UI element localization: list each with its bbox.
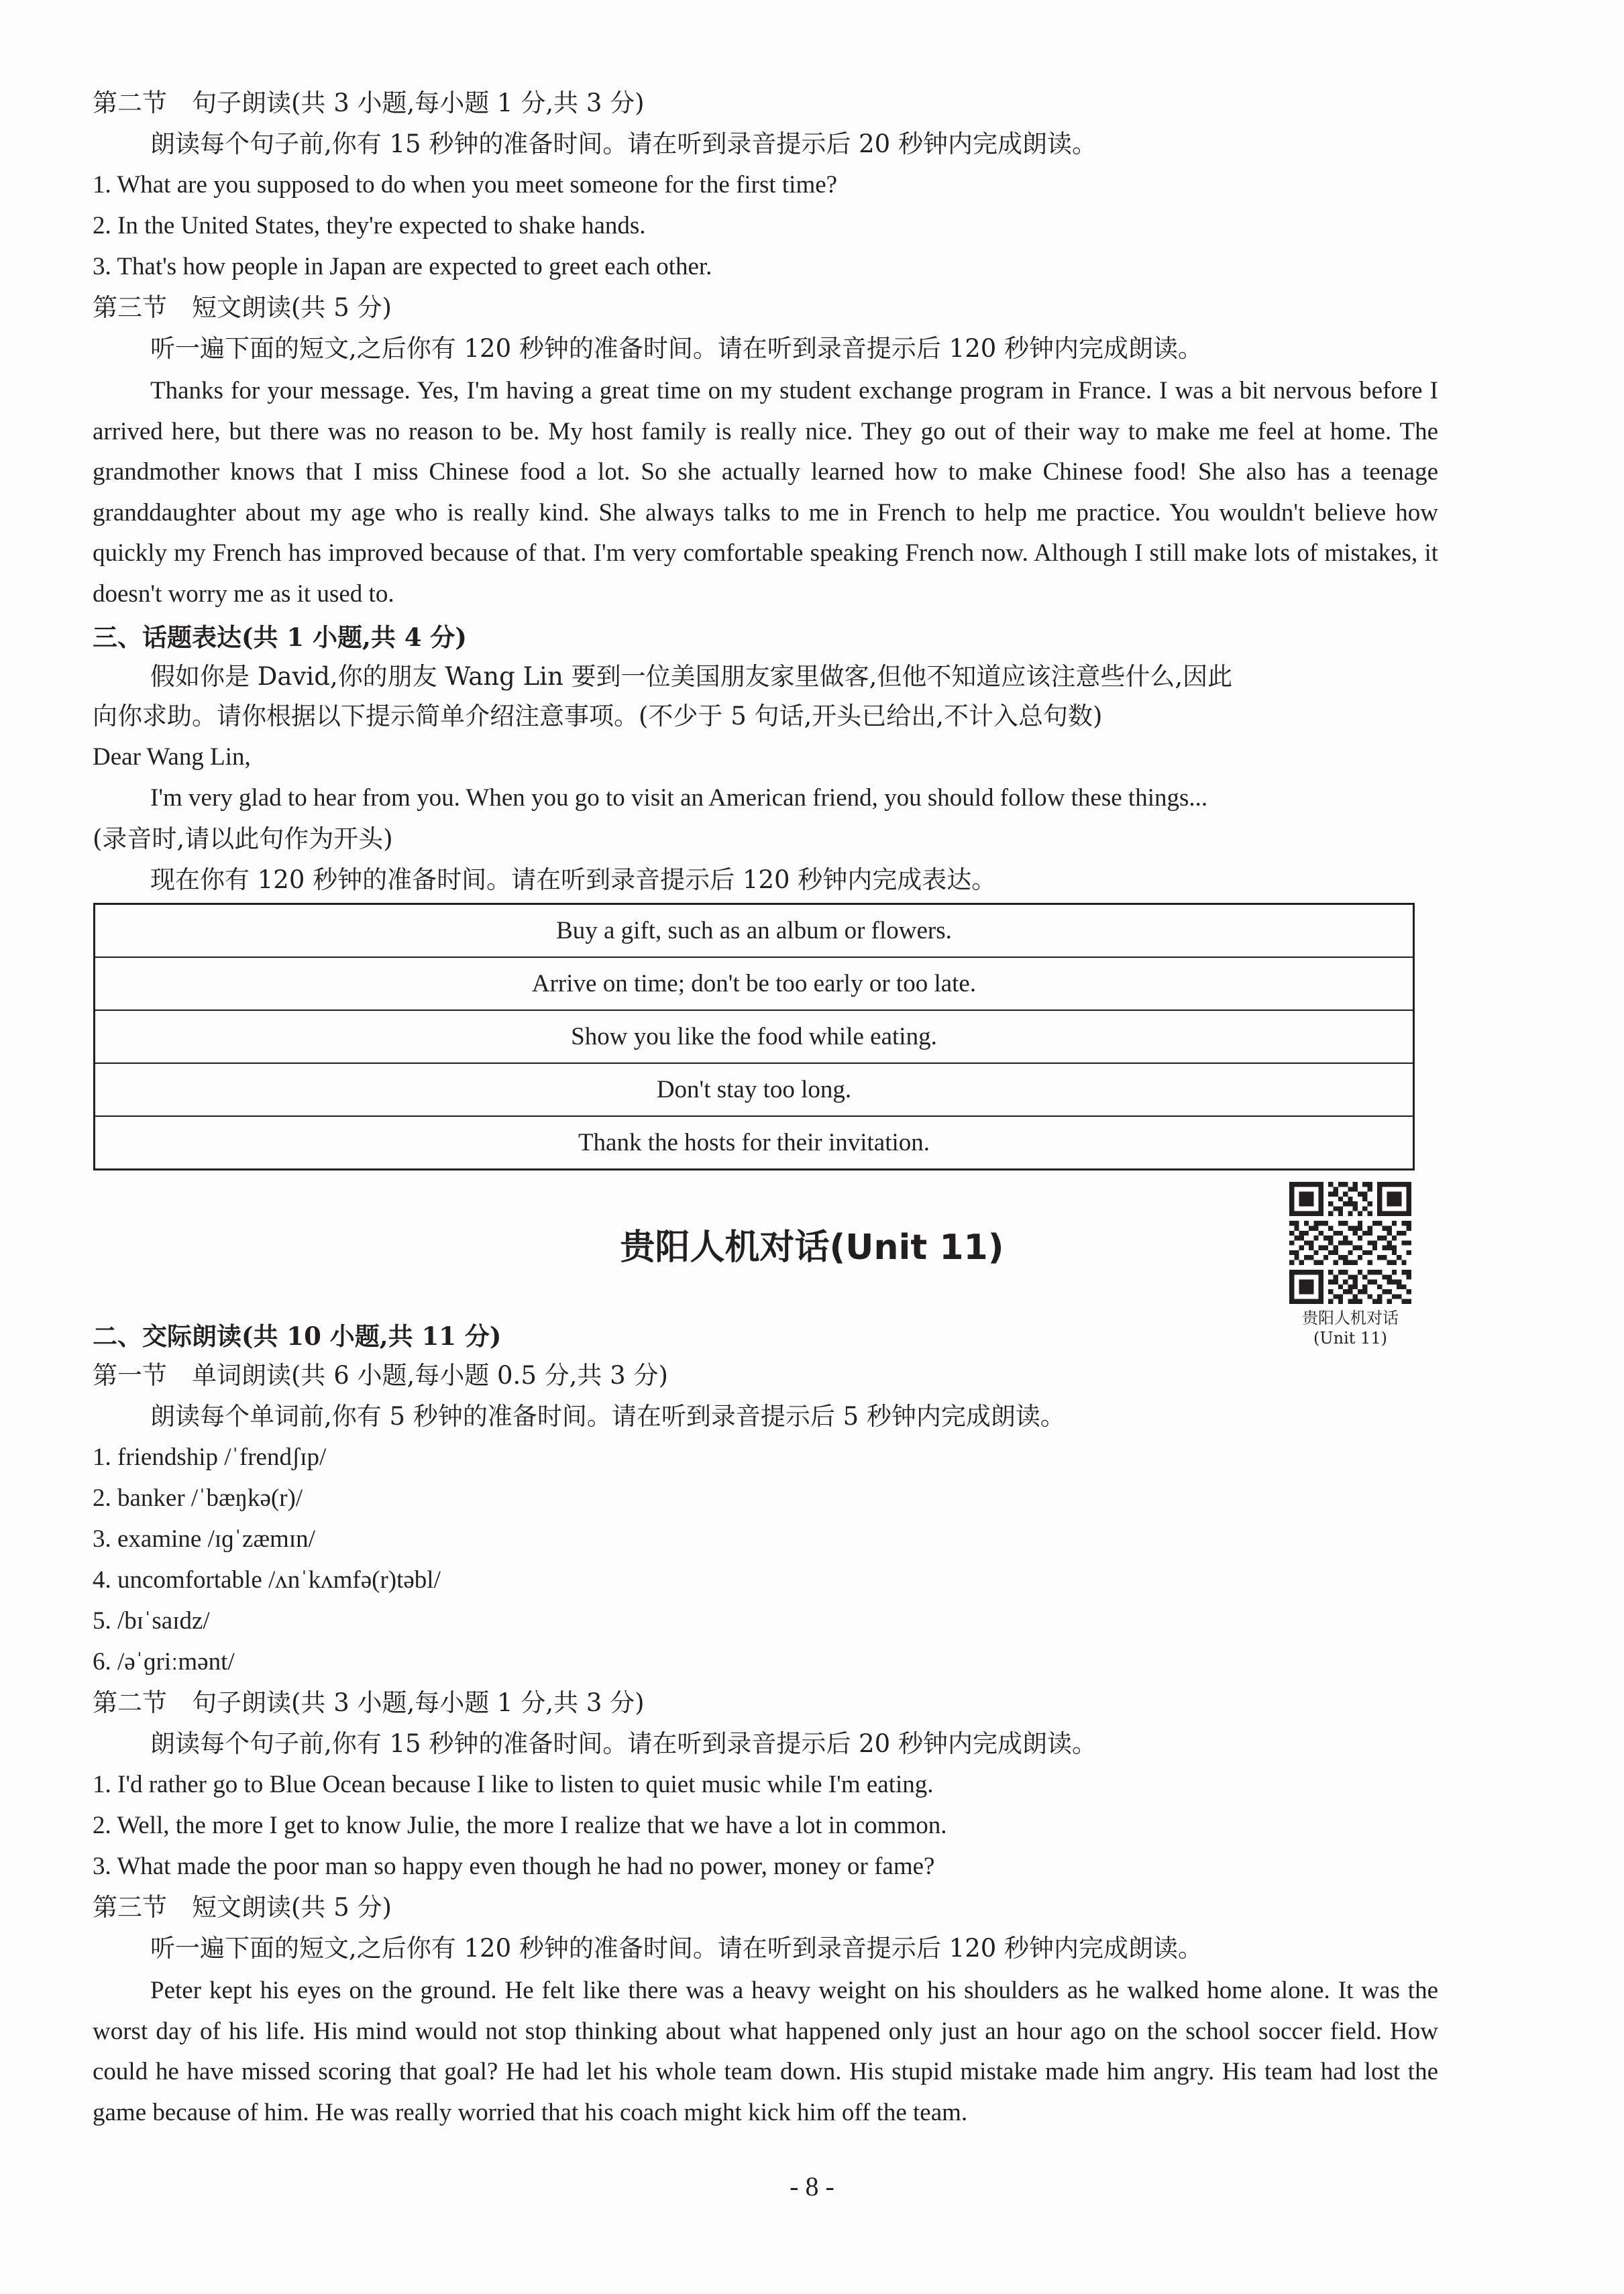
section3-instruction: 听一遍下面的短文,之后你有 120 秒钟的准备时间。请在听到录音提示后 120 秒钟内完成朗读。 <box>150 1934 1203 1963</box>
table-row <box>95 957 1414 1010</box>
section3-heading: 第三节 短文朗读(共 5 分) <box>93 1893 392 1922</box>
sentence-item: 2. In the United States, they're expected to shake hands. <box>93 212 646 239</box>
section2-instruction: 朗读每个句子前,你有 15 秒钟的准备时间。请在听到录音提示后 20 秒钟内完成朗读。 <box>150 129 1097 158</box>
unit-title: 贵阳人机对话(Unit 11) <box>620 1227 1004 1268</box>
word-item: 2. banker /ˈbæŋkə(r)/ <box>93 1484 303 1512</box>
sentence-item: 3. That's how people in Japan are expected to greet each other. <box>93 253 712 280</box>
tips-table <box>93 903 1415 1170</box>
word-item: 6. /əˈɡriːmənt/ <box>93 1648 235 1676</box>
section2-heading: 第二节 句子朗读(共 3 小题,每小题 1 分,共 3 分) <box>93 89 645 117</box>
tip-cell: Don't stay too long. <box>95 1063 1414 1116</box>
section3-instruction: 听一遍下面的短文,之后你有 120 秒钟的准备时间。请在听到录音提示后 120 秒钟内完成朗读。 <box>150 334 1203 363</box>
part3-prompt: 向你求助。请你根据以下提示简单介绍注意事项。(不少于 5 句话,开头已给出,不计入总句数) <box>93 702 1103 730</box>
tip-cell: Arrive on time; don't be too early or too late. <box>95 957 1414 1010</box>
part3-prompt: 假如你是 David,你的朋友 Wang Lin 要到一位美国朋友家里做客,但他不知道应该注意些什么,因此 <box>150 662 1233 691</box>
part2-heading: 二、交际朗读(共 10 小题,共 11 分) <box>93 1321 502 1351</box>
word-item: 3. examine /ɪɡˈzæmɪn/ <box>93 1525 315 1553</box>
reading-passage: Thanks for your message. Yes, I'm having a great time on my student exchange program in France. I was a bit nervous before I arrived here, but there was no reason to be. My host family is really nice. They go out of their way to make me feel at home. The grandmother knows that I miss Chinese food a lot. So she actually learned how to make Chinese food! She also has a teenage granddaughter about my age who is really kind. She always talks to me in French to help me practice. You wouldn't believe how quickly my French has improved because of that. I'm very comfortable speaking French now. Although I still make lots of mistakes, it doesn't worry me as it used to. <box>93 377 1438 608</box>
table-row <box>95 1010 1414 1063</box>
section1-instruction: 朗读每个单词前,你有 5 秒钟的准备时间。请在听到录音提示后 5 秒钟内完成朗读。 <box>150 1402 1065 1431</box>
tip-cell: Show you like the food while eating. <box>95 1010 1414 1063</box>
sentence-item: 1. What are you supposed to do when you meet someone for the first time? <box>93 171 838 199</box>
reading-passage: Peter kept his eyes on the ground. He felt like there was a heavy weight on his shoulders as he walked home alone. It was the worst day of his life. His mind would not stop thinking about what happened only just an hour ago on the school soccer field. How could he have missed scoring that goal? He had let his whole team down. His stupid mistake made him angry. His team had lost the game because of him. He was really worried that his coach might kick him off the team. <box>93 1977 1438 2126</box>
sentence-item: 1. I'd rather go to Blue Ocean because I like to listen to quiet music while I'm eating. <box>93 1771 934 1798</box>
section2-heading: 第二节 句子朗读(共 3 小题,每小题 1 分,共 3 分) <box>93 1688 645 1717</box>
part3-heading: 三、话题表达(共 1 小题,共 4 分) <box>93 622 467 652</box>
page-number: - 8 - <box>790 2171 834 2201</box>
qr-caption: (Unit 11) <box>1313 1329 1387 1348</box>
qr-code-icon[interactable] <box>1289 1182 1411 1304</box>
sentence-item: 3. What made the poor man so happy even though he had no power, money or fame? <box>93 1853 935 1880</box>
section3-heading: 第三节 短文朗读(共 5 分) <box>93 293 392 322</box>
time-instruction: 现在你有 120 秒钟的准备时间。请在听到录音提示后 120 秒钟内完成表达。 <box>150 865 997 894</box>
opening-line: I'm very glad to hear from you. When you go to visit an American friend, you should follow these things... <box>150 784 1208 812</box>
salutation: Dear Wang Lin, <box>93 743 251 771</box>
tip-cell: Thank the hosts for their invitation. <box>95 1116 1414 1170</box>
table-row <box>95 1063 1414 1116</box>
opening-note: (录音时,请以此句作为开头) <box>93 824 393 853</box>
section1-heading: 第一节 单词朗读(共 6 小题,每小题 0.5 分,共 3 分) <box>93 1361 668 1390</box>
section2-instruction: 朗读每个句子前,你有 15 秒钟的准备时间。请在听到录音提示后 20 秒钟内完成朗读。 <box>150 1729 1097 1758</box>
table-row <box>95 904 1414 958</box>
sentence-item: 2. Well, the more I get to know Julie, the more I realize that we have a lot in common. <box>93 1812 947 1839</box>
word-item: 1. friendship /ˈfrendʃɪp/ <box>93 1443 327 1471</box>
qr-caption: 贵阳人机对话 <box>1302 1309 1399 1327</box>
table-row <box>95 1116 1414 1170</box>
tip-cell: Buy a gift, such as an album or flowers. <box>556 917 952 944</box>
word-item: 4. uncomfortable /ʌnˈkʌmfə(r)təbl/ <box>93 1566 441 1594</box>
word-item: 5. /bɪˈsaɪdz/ <box>93 1607 210 1635</box>
